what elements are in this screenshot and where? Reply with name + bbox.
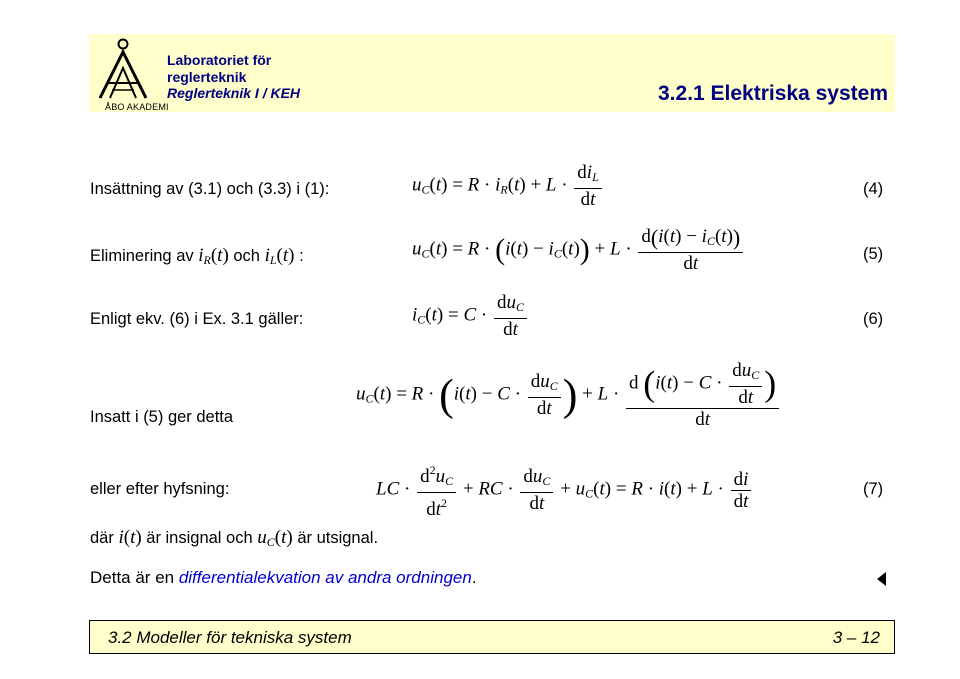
equation-6-number: (6) — [863, 310, 884, 328]
equation-5: $u_C(t) = R \cdot (i(t) - i_C(t)) + L$ · $\frac{d(i(t) - i_C(t))}{dt}$ — [412, 226, 745, 274]
row5-label-b: och — [233, 247, 260, 265]
equation-4: $u_C(t) = R \cdot i_R(t) + L$ · $\frac{di_L}{dt}$ — [412, 162, 604, 210]
institution-block — [167, 52, 300, 102]
conclusion-suffix: . — [471, 568, 477, 587]
footer-band — [89, 620, 895, 654]
footer-section: 3.2 Modeller för tekniska system — [108, 628, 352, 647]
where-b: är insignal och — [146, 529, 253, 547]
equation-7: LC · $\frac{d^2u_C}{dt^2}$ + RC · $\frac{du_C}{dt}$ + $u_C(t) = R \cdot i(t) + L$ · $\frac{di}{dt}$ — [376, 460, 753, 520]
equation-4-number: (4) — [863, 180, 884, 198]
row6-label: Enligt ekv. (6) i Ex. 3.1 gäller: — [90, 310, 304, 328]
equation-7-number: (7) — [863, 480, 884, 498]
logo-caption: ÅBO AKADEMI — [105, 102, 169, 112]
conclusion-text — [90, 568, 477, 588]
institution-line1: Laboratoriet för — [167, 52, 272, 68]
equation-6: $i_C(t) = C$ · $\frac{du_C}{dt}$ — [412, 292, 529, 340]
where-line: där i(t) är insignal och $u_C(t)$ är utsignal. — [90, 527, 379, 549]
where-c: är utsignal. — [297, 529, 379, 547]
conclusion-prefix: Detta är en — [90, 568, 179, 587]
back-arrow-icon[interactable] — [877, 572, 886, 586]
footer-page-number: 3 – 12 — [832, 628, 880, 647]
equation-5-number: (5) — [863, 245, 884, 263]
slide-title: 3.2.1 Elektriska system — [658, 82, 888, 105]
where-a: där — [90, 529, 114, 547]
institution-line2: reglerteknik — [167, 68, 247, 85]
row7-label: eller efter hyfsning: — [90, 480, 230, 498]
row5-label: Eliminering av $i_R(t)$ och $i_L(t)$ : — [90, 245, 304, 267]
row-insatt-label: Insatt i (5) ger detta — [90, 408, 234, 426]
course-name: Reglerteknik I / KEH — [167, 85, 301, 101]
row4-label: Insättning av (3.1) och (3.3) i (1): — [90, 180, 330, 198]
equation-substituted: $u_C(t) = R \cdot (i(t) - C$ · $\frac{du_C}{dt}$ ) + L · d (i(t) − C · $\frac{du_C}{dt}$ ) dt — [356, 360, 781, 430]
row5-label-a: Eliminering av — [90, 247, 194, 265]
abo-akademi-logo-icon — [92, 38, 154, 102]
differential-equation-link[interactable]: differentialekvation av andra ordningen — [178, 568, 472, 587]
